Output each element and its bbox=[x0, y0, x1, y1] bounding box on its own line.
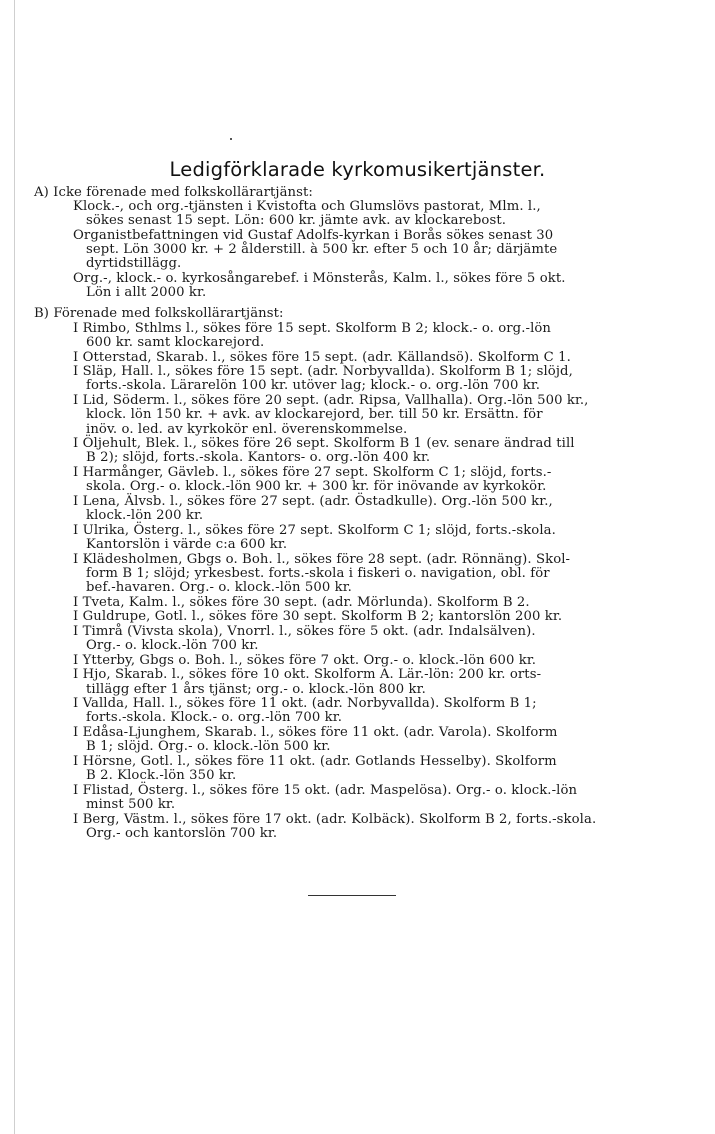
text-line: A) Icke förenade med folkskollärartjänst: bbox=[34, 185, 313, 200]
text-line: bef.-havaren. Org.- o. klock.-lön 500 kr. bbox=[86, 580, 352, 595]
text-line: I Släp, Hall. l., sökes före 15 sept. (adr. Norbyvallda). Skolform B 1; slöjd, bbox=[73, 364, 573, 379]
text-line: I Timrå (Vivsta skola), Vnorrl. l., sökes före 5 okt. (adr. Indalsälven). bbox=[73, 624, 536, 639]
text-line: forts.-skola. Lärarelön 100 kr. utöver lag; klock.- o. org.-lön 700 kr. bbox=[86, 378, 541, 393]
text-line: I Lid, Söderm. l., sökes före 20 sept. (adr. Ripsa, Vallhalla). Org.-lön 500 kr., bbox=[73, 393, 589, 408]
text-line: minst 500 kr. bbox=[86, 797, 176, 812]
text-line: I Ytterby, Gbgs o. Boh. l., sökes före 7 okt. Org.- o. klock.-lön 600 kr. bbox=[73, 653, 537, 668]
text-line: I Öljehult, Blek. l., sökes före 26 sept. Skolform B 1 (ev. senare ändrad till bbox=[73, 436, 575, 451]
text-line: B 2. Klock.-lön 350 kr. bbox=[86, 768, 237, 783]
text-line: klock.-lön 200 kr. bbox=[86, 508, 204, 523]
text-line: Org.-, klock.- o. kyrkosångarebef. i Mönsterås, Kalm. l., sökes före 5 okt. bbox=[73, 271, 566, 286]
text-line: skola. Org.- o. klock.-lön 900 kr. + 300 kr. för inövande av kyrkokör. bbox=[86, 479, 547, 494]
text-line: I Vallda, Hall. l., sökes före 11 okt. (adr. Norbyvallda). Skolform B 1; bbox=[73, 696, 537, 711]
text-line: I Flistad, Österg. l., sökes före 15 okt. (adr. Maspelösa). Org.- o. klock.-lön bbox=[73, 783, 578, 798]
text-line: I Harmånger, Gävleb. l., sökes före 27 sept. Skolform C 1; slöjd, forts.- bbox=[73, 465, 552, 480]
text-line: Org.- och kantorslön 700 kr. bbox=[86, 826, 278, 841]
text-line: dyrtidstillägg. bbox=[86, 256, 182, 271]
text-line: I Lena, Älvsb. l., sökes före 27 sept. (adr. Östadkulle). Org.-lön 500 kr., bbox=[73, 494, 553, 509]
text-line: Org.- o. klock.-lön 700 kr. bbox=[86, 638, 259, 653]
text-line: I Rimbo, Sthlms l., sökes före 15 sept. Skolform B 2; klock.- o. org.-lön bbox=[73, 321, 552, 336]
text-line: I Edåsa-Ljunghem, Skarab. l., sökes före 11 okt. (adr. Varola). Skolform bbox=[73, 725, 558, 740]
text-line: Klock.-, och org.-tjänsten i Kvistofta och Glumslövs pastorat, Mlm. l., bbox=[73, 199, 541, 214]
text-line: I Klädesholmen, Gbgs o. Boh. l., sökes före 28 sept. (adr. Rönnäng). Skol- bbox=[73, 552, 571, 567]
page-title: Ledigförklarade kyrkomusikertjänster. bbox=[169, 158, 546, 181]
text-line: sept. Lön 3000 kr. + 2 ålderstill. à 500 kr. efter 5 och 10 år; därjämte bbox=[86, 242, 558, 257]
text-line: Kantorslön i värde c:a 600 kr. bbox=[86, 537, 288, 552]
text-line: I Guldrupe, Gotl. l., sökes före 30 sept. Skolform B 2; kantorslön 200 kr. bbox=[73, 609, 563, 624]
text-line: B) Förenade med folkskollärartjänst: bbox=[34, 306, 284, 321]
text-line: I Berg, Västm. l., sökes före 17 okt. (adr. Kolbäck). Skolform B 2, forts.-skola. bbox=[73, 812, 597, 827]
text-line: B 2); slöjd, forts.-skola. Kantors- o. org.-lön 400 kr. bbox=[86, 450, 431, 465]
text-line: klock. lön 150 kr. + avk. av klockarejord, ber. till 50 kr. Ersättn. för bbox=[86, 407, 543, 422]
text-line: tillägg efter 1 års tjänst; org.- o. klock.-lön 800 kr. bbox=[86, 682, 426, 697]
text-line: I Ulrika, Österg. l., sökes före 27 sept. Skolform C 1; slöjd, forts.-skola. bbox=[73, 523, 556, 538]
text-line: I Otterstad, Skarab. l., sökes före 15 sept. (adr. Källandsö). Skolform C 1. bbox=[73, 350, 571, 365]
text-line: I Hörsne, Gotl. l., sökes före 11 okt. (adr. Gotlands Hesselby). Skolform bbox=[73, 754, 557, 769]
text-line: B 1; slöjd. Org.- o. klock.-lön 500 kr. bbox=[86, 739, 331, 754]
text-line: I Tveta, Kalm. l., sökes före 30 sept. (adr. Mörlunda). Skolform B 2. bbox=[73, 595, 530, 610]
scan-speck bbox=[230, 138, 232, 140]
text-line: forts.-skola. Klock.- o. org.-lön 700 kr. bbox=[86, 710, 342, 725]
text-line: Organistbefattningen vid Gustaf Adolfs-kyrkan i Borås sökes senast 30 bbox=[73, 228, 554, 243]
text-line: I Hjo, Skarab. l., sökes före 10 okt. Skolform A. Lär.-lön: 200 kr. orts- bbox=[73, 667, 542, 682]
closing-rule bbox=[308, 895, 396, 896]
text-line: sökes senast 15 sept. Lön: 600 kr. jämte avk. av klockarebost. bbox=[86, 213, 507, 228]
text-line: inöv. o. led. av kyrkokör enl. överenskommelse. bbox=[86, 422, 408, 437]
text-line: form B 1; slöjd; yrkesbest. forts.-skola i fiskeri o. navigation, obl. för bbox=[86, 566, 550, 581]
text-line: Lön i allt 2000 kr. bbox=[86, 285, 207, 300]
text-line: 600 kr. samt klockarejord. bbox=[86, 335, 265, 350]
